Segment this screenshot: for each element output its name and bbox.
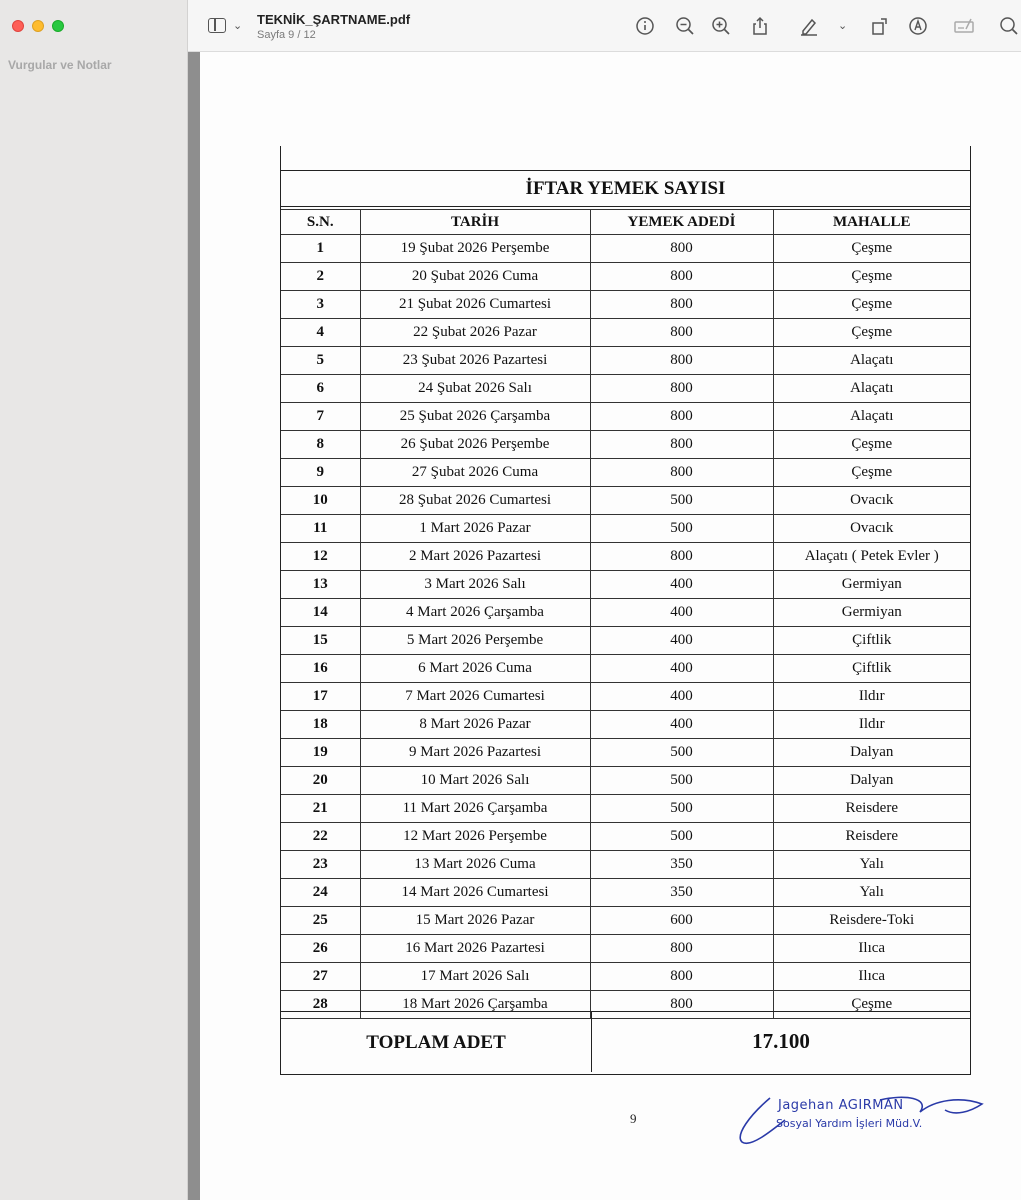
signature-stamp [730,1090,990,1150]
row-number: 7 [281,403,360,431]
highlight-icon[interactable] [798,15,820,37]
table-row [281,599,970,627]
table-row [281,515,970,543]
row-number: 16 [281,655,360,683]
row-neighborhood: Çeşme [773,319,970,347]
row-meal-count: 800 [590,543,773,571]
row-meal-count: 500 [590,767,773,795]
row-meal-count: 800 [590,347,773,375]
search-icon[interactable] [998,15,1020,37]
row-date: 26 Şubat 2026 Perşembe [360,431,590,459]
row-meal-count: 800 [590,375,773,403]
row-number: 15 [281,627,360,655]
table-row [281,879,970,907]
minimize-window-button[interactable] [32,20,44,32]
table-row [281,767,970,795]
share-icon[interactable] [749,15,771,37]
page-number: 9 [630,1111,637,1126]
row-date: 28 Şubat 2026 Cumartesi [360,487,590,515]
row-neighborhood: Ildır [773,683,970,711]
page-indicator: Sayfa 9 / 12 [257,29,316,41]
row-number: 12 [281,543,360,571]
table-row [281,851,970,879]
row-neighborhood: Germiyan [773,571,970,599]
table-row [281,907,970,935]
row-number: 21 [281,795,360,823]
row-neighborhood: Çeşme [773,235,970,263]
row-meal-count: 350 [590,879,773,907]
sidebar-heading: Vurgular ve Notlar [8,58,112,72]
table-row [281,375,970,403]
row-date: 14 Mart 2026 Cumartesi [360,879,590,907]
row-neighborhood: Reisdere-Toki [773,907,970,935]
row-number: 13 [281,571,360,599]
row-meal-count: 500 [590,739,773,767]
zoom-out-icon[interactable] [674,15,696,37]
row-number: 18 [281,711,360,739]
row-meal-count: 800 [590,459,773,487]
row-number: 11 [281,515,360,543]
table-row [281,487,970,515]
row-date: 20 Şubat 2026 Cuma [360,263,590,291]
table-row [281,459,970,487]
row-date: 7 Mart 2026 Cumartesi [360,683,590,711]
row-meal-count: 500 [590,823,773,851]
row-meal-count: 800 [590,403,773,431]
row-neighborhood: Reisdere [773,795,970,823]
page-gutter [188,52,200,1200]
table-row [281,319,970,347]
row-meal-count: 400 [590,599,773,627]
row-neighborhood: Yalı [773,851,970,879]
row-number: 22 [281,823,360,851]
row-date: 4 Mart 2026 Çarşamba [360,599,590,627]
row-date: 15 Mart 2026 Pazar [360,907,590,935]
row-date: 13 Mart 2026 Cuma [360,851,590,879]
info-icon[interactable] [634,15,656,37]
row-meal-count: 800 [590,431,773,459]
table-row [281,627,970,655]
table-body [281,235,970,1019]
row-neighborhood: Germiyan [773,599,970,627]
row-date: 24 Şubat 2026 Salı [360,375,590,403]
table-row [281,711,970,739]
row-number: 26 [281,935,360,963]
row-date: 22 Şubat 2026 Pazar [360,319,590,347]
row-date: 2 Mart 2026 Pazartesi [360,543,590,571]
row-number: 2 [281,263,360,291]
row-neighborhood: Ilıca [773,935,970,963]
zoom-in-icon[interactable] [710,15,732,37]
row-neighborhood: Ovacık [773,515,970,543]
row-meal-count: 400 [590,627,773,655]
row-meal-count: 800 [590,291,773,319]
row-neighborhood: Çeşme [773,991,970,1019]
column-header: YEMEK ADEDİ [590,210,773,235]
table-header-row [281,210,970,235]
iftar-table [281,209,970,1019]
row-meal-count: 800 [590,263,773,291]
table-title: İFTAR YEMEK SAYISI [281,170,970,207]
column-header: TARİH [360,210,590,235]
row-neighborhood: Çeşme [773,291,970,319]
row-neighborhood: Çiftlik [773,627,970,655]
table-row [281,431,970,459]
row-date: 6 Mart 2026 Cuma [360,655,590,683]
row-date: 25 Şubat 2026 Çarşamba [360,403,590,431]
total-row [281,1011,970,1073]
row-meal-count: 500 [590,515,773,543]
row-number: 17 [281,683,360,711]
row-meal-count: 500 [590,795,773,823]
row-meal-count: 400 [590,571,773,599]
row-number: 1 [281,235,360,263]
row-date: 19 Şubat 2026 Perşembe [360,235,590,263]
row-number: 14 [281,599,360,627]
row-neighborhood: Çiftlik [773,655,970,683]
sidebar [0,0,188,1200]
row-meal-count: 400 [590,655,773,683]
row-meal-count: 500 [590,487,773,515]
table-row [281,347,970,375]
row-number: 23 [281,851,360,879]
row-neighborhood: Reisdere [773,823,970,851]
table-row [281,291,970,319]
table-row [281,543,970,571]
row-number: 24 [281,879,360,907]
row-meal-count: 800 [590,991,773,1019]
row-neighborhood: Alaçatı [773,403,970,431]
markup-icon[interactable] [907,15,929,37]
close-window-button[interactable] [12,20,24,32]
row-meal-count: 600 [590,907,773,935]
total-value: 17.100 [752,1029,810,1053]
row-number: 27 [281,963,360,991]
table-row [281,655,970,683]
row-date: 1 Mart 2026 Pazar [360,515,590,543]
row-number: 4 [281,319,360,347]
row-neighborhood: Dalyan [773,767,970,795]
row-number: 5 [281,347,360,375]
row-date: 18 Mart 2026 Çarşamba [360,991,590,1019]
row-meal-count: 800 [590,319,773,347]
column-header: MAHALLE [773,210,970,235]
sidebar-icon[interactable] [208,18,226,33]
table-row [281,795,970,823]
row-number: 9 [281,459,360,487]
row-date: 16 Mart 2026 Pazartesi [360,935,590,963]
row-number: 3 [281,291,360,319]
row-date: 8 Mart 2026 Pazar [360,711,590,739]
rotate-icon[interactable] [869,15,891,37]
row-number: 19 [281,739,360,767]
row-date: 3 Mart 2026 Salı [360,571,590,599]
row-neighborhood: Yalı [773,879,970,907]
pdf-page [200,52,1021,1200]
row-date: 23 Şubat 2026 Pazartesi [360,347,590,375]
row-neighborhood: Alaçatı [773,375,970,403]
row-neighborhood: Çeşme [773,431,970,459]
row-date: 11 Mart 2026 Çarşamba [360,795,590,823]
row-meal-count: 350 [590,851,773,879]
signature-title: Sosyal Yardım İşleri Müd.V. [776,1117,923,1130]
row-neighborhood: Ovacık [773,487,970,515]
table-row [281,235,970,263]
row-date: 21 Şubat 2026 Cumartesi [360,291,590,319]
table-row [281,571,970,599]
row-neighborhood: Alaçatı ( Petek Evler ) [773,543,970,571]
row-date: 10 Mart 2026 Salı [360,767,590,795]
row-number: 25 [281,907,360,935]
row-number: 10 [281,487,360,515]
row-number: 28 [281,991,360,1019]
row-neighborhood: Alaçatı [773,347,970,375]
form-icon[interactable] [953,15,975,37]
row-number: 20 [281,767,360,795]
table-row [281,823,970,851]
row-meal-count: 400 [590,683,773,711]
row-date: 17 Mart 2026 Salı [360,963,590,991]
chevron-down-icon[interactable]: ⌄ [233,20,243,32]
table-frame [280,146,971,1075]
table-row [281,683,970,711]
fullscreen-window-button[interactable] [52,20,64,32]
row-neighborhood: Dalyan [773,739,970,767]
row-neighborhood: Çeşme [773,263,970,291]
row-neighborhood: Çeşme [773,459,970,487]
signature-name: Jagehan AGIRMAN [778,1098,904,1113]
table-row [281,403,970,431]
toolbar [188,0,1021,52]
row-number: 8 [281,431,360,459]
table-row [281,739,970,767]
row-neighborhood: Ildır [773,711,970,739]
row-meal-count: 800 [590,935,773,963]
row-neighborhood: Ilıca [773,963,970,991]
document-title: TEKNİK_ŞARTNAME.pdf [257,12,411,27]
table-row [281,263,970,291]
table-row [281,935,970,963]
row-date: 9 Mart 2026 Pazartesi [360,739,590,767]
table-row [281,963,970,991]
row-meal-count: 800 [590,235,773,263]
row-meal-count: 800 [590,963,773,991]
row-meal-count: 400 [590,711,773,739]
row-number: 6 [281,375,360,403]
row-date: 12 Mart 2026 Perşembe [360,823,590,851]
row-date: 27 Şubat 2026 Cuma [360,459,590,487]
chevron-down-icon[interactable]: ⌄ [838,20,848,32]
row-date: 5 Mart 2026 Perşembe [360,627,590,655]
total-label: TOPLAM ADET [281,1012,592,1072]
column-header: S.N. [281,210,360,235]
